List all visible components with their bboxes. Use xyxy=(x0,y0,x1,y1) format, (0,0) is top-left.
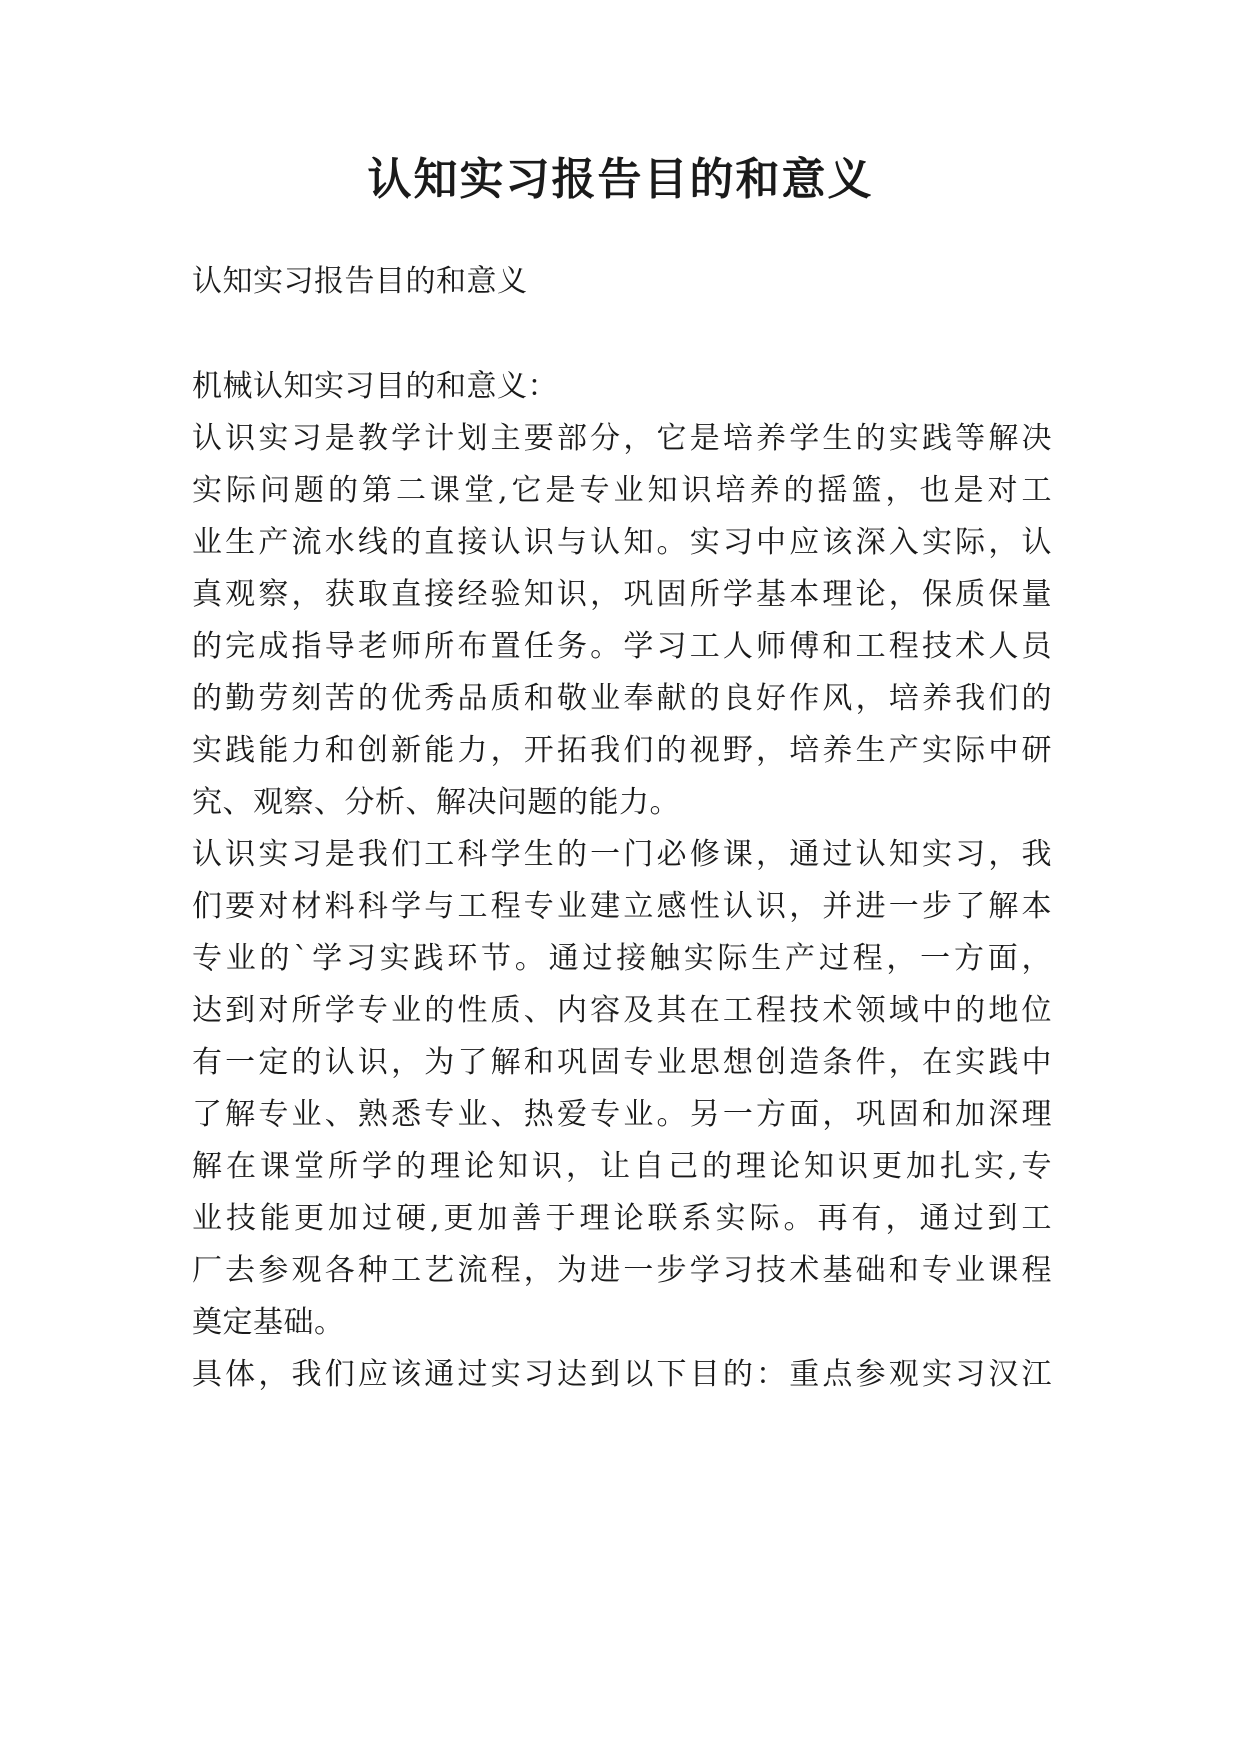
text-line: 了解专业、熟悉专业、热爱专业。另一方面，巩固和加深理 xyxy=(192,1097,1052,1132)
text-line: 实践能力和创新能力，开拓我们的视野，培养生产实际中研 xyxy=(192,733,1052,768)
text-line: 的完成指导老师所布置任务。学习工人师傅和工程技术人员 xyxy=(192,629,1052,664)
text-line: 厂去参观各种工艺流程，为进一步学习技术基础和专业课程 xyxy=(192,1253,1052,1288)
text-line: 专业的`学习实践环节。通过接触实际生产过程，一方面， xyxy=(192,941,1052,976)
text-line: 具体，我们应该通过实习达到以下目的：重点参观实习汉江 xyxy=(192,1357,1052,1392)
text-line: 真观察，获取直接经验知识，巩固所学基本理论，保质保量 xyxy=(192,577,1052,612)
text-line: 解在课堂所学的理论知识，让自己的理论知识更加扎实,专 xyxy=(192,1149,1052,1184)
text-line: 认识实习是教学计划主要部分，它是培养学生的实践等解决 xyxy=(192,421,1052,456)
text-line: 达到对所学专业的性质、内容及其在工程技术领域中的地位 xyxy=(192,993,1052,1028)
text-line: 业生产流水线的直接认识与认知。实习中应该深入实际，认 xyxy=(192,525,1052,560)
text-line: 认知实习报告目的和意义 xyxy=(192,264,528,299)
text-line: 有一定的认识，为了解和巩固专业思想创造条件，在实践中 xyxy=(192,1045,1052,1080)
document-title: 认知实习报告目的和意义 xyxy=(367,154,874,205)
text-line: 机械认知实习目的和意义： xyxy=(192,369,558,404)
text-line: 业技能更加过硬,更加善于理论联系实际。再有，通过到工 xyxy=(192,1201,1052,1236)
text-line: 究、观察、分析、解决问题的能力。 xyxy=(192,785,680,820)
text-line: 认识实习是我们工科学生的一门必修课，通过认知实习，我 xyxy=(192,837,1052,872)
text-line: 的勤劳刻苦的优秀品质和敬业奉献的良好作风，培养我们的 xyxy=(192,681,1052,716)
text-line: 们要对材料科学与工程专业建立感性认识，并进一步了解本 xyxy=(192,889,1052,924)
text-line: 奠定基础。 xyxy=(192,1305,345,1340)
text-line: 实际问题的第二课堂,它是专业知识培养的摇篮，也是对工 xyxy=(192,473,1052,508)
